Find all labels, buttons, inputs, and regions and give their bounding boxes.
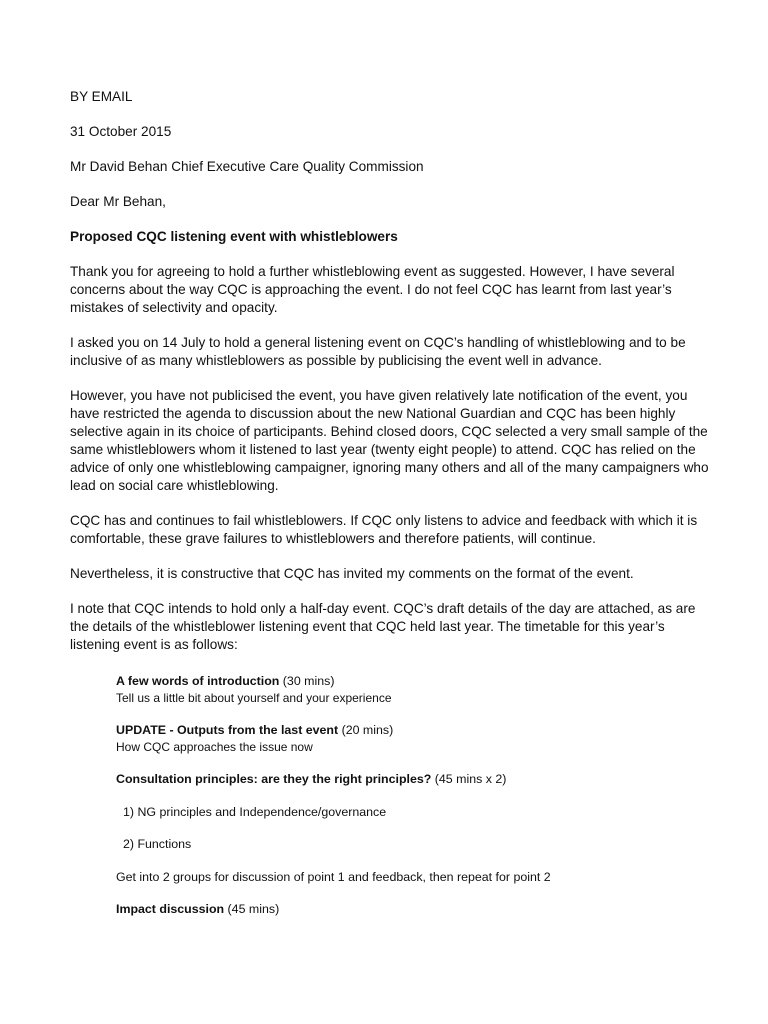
agenda-item-duration: (20 mins) (338, 723, 394, 737)
agenda-subitem-2: 2) Functions (123, 837, 192, 851)
agenda-item-impact (116, 901, 696, 918)
agenda-item-title: A few words of introduction (116, 674, 280, 688)
agenda-item-title: Consultation principles: are they the right principles? (116, 772, 432, 786)
agenda-item-duration: (30 mins) (279, 674, 335, 688)
paragraph-timetable: I note that CQC intends to hold only a half-day event. CQC’s draft details of the day are attached, as are the details of the whistleblower listening event that CQC held last year. The timetable for this year’s listening event is as follows: (70, 601, 696, 652)
agenda-item-update (116, 722, 696, 755)
letter-date: 31 October 2015 (70, 124, 172, 139)
paragraph-failures: CQC has and continues to fail whistleblowers. If CQC only listens to advice and feedback with which it is comfortable, these grave failures to whistleblowers and therefore patients, will continue. (70, 513, 698, 546)
agenda-subitem-1: 1) NG principles and Independence/governance (123, 804, 387, 819)
agenda-list (116, 673, 696, 934)
agenda-item-detail: Tell us a little bit about yourself and your experience (116, 690, 392, 705)
paragraph-constructive: Nevertheless, it is constructive that CQC has invited my comments on the format of the event. (70, 566, 634, 581)
agenda-item-heading (116, 722, 696, 739)
agenda-item-consultation (116, 771, 696, 788)
agenda-item-title: Impact discussion (116, 902, 225, 916)
agenda-item-title: UPDATE - Outputs from the last event (116, 723, 339, 737)
delivery-method: BY EMAIL (70, 89, 133, 104)
letter-body (70, 88, 710, 671)
agenda-item-intro (116, 673, 696, 706)
agenda-item-duration: (45 mins) (224, 902, 280, 916)
paragraph-concerns: Thank you for agreeing to hold a further whistleblowing event as suggested. However, I have several concerns about the way CQC is approaching the event. I do not feel CQC has learnt from last year’s mistakes of selectivity and opacity. (70, 264, 675, 315)
agenda-item-duration: (45 mins x 2) (431, 772, 507, 786)
paragraph-criticism: However, you have not publicised the event, you have given relatively late notification of the event, you have restricted the agenda to discussion about the new National Guardian and CQC has been highly selective again in its choice of participants. Behind closed doors, CQC selected a very small sample of the same whistleblowers whom it listened to last year (twenty eight people) to attend. CQC has relied on the advice of only one whistleblowing campaigner, ignoring many others and all of the many campaigners who lead on social care whistleblowing. (70, 388, 709, 493)
agenda-item-detail: How CQC approaches the issue now (116, 739, 313, 754)
agenda-item-heading (116, 673, 696, 690)
agenda-groups-note: Get into 2 groups for discussion of point 1 and feedback, then repeat for point 2 (116, 869, 551, 884)
salutation: Dear Mr Behan, (70, 194, 166, 209)
letter-subject: Proposed CQC listening event with whistleblowers (70, 229, 398, 244)
paragraph-request: I asked you on 14 July to hold a general listening event on CQC’s handling of whistleblowing and to be inclusive of as many whistleblowers as possible by publicising the event well in advance. (70, 335, 686, 368)
recipient-line: Mr David Behan Chief Executive Care Quality Commission (70, 159, 424, 174)
